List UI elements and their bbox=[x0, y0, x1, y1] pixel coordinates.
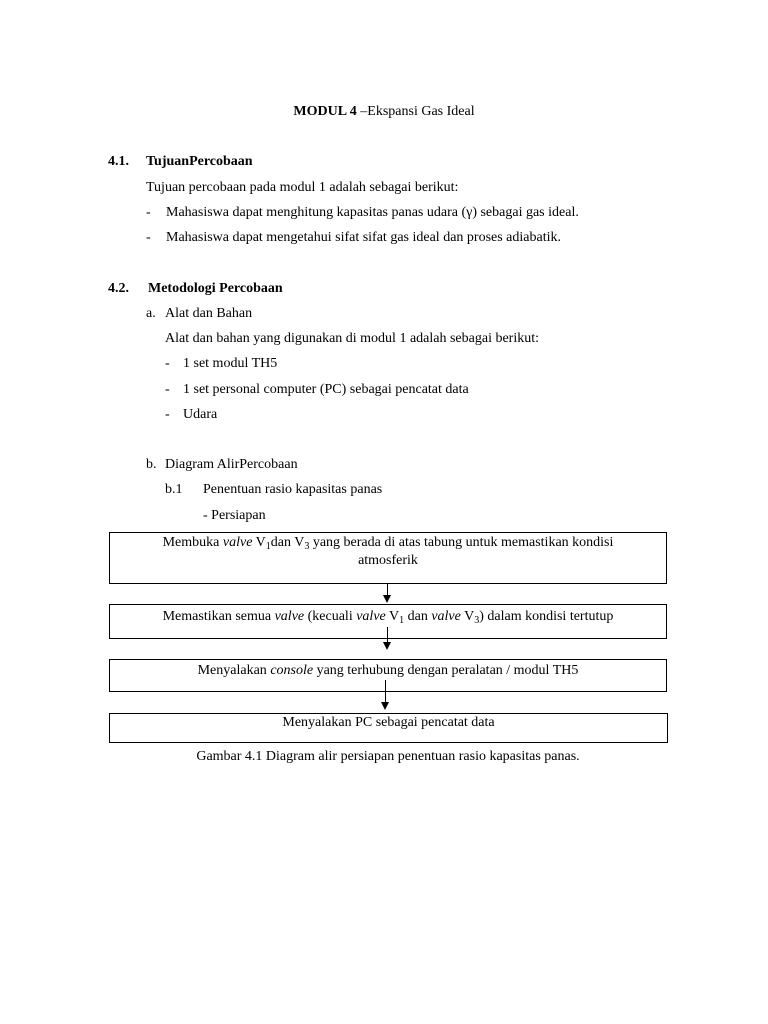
flow-text-italic: valve bbox=[431, 609, 461, 624]
list-item: Mahasiswa dapat menghitung kapasitas panas udara (γ) sebagai gas ideal. bbox=[166, 205, 579, 220]
flow-text: dan bbox=[404, 609, 432, 624]
page-title bbox=[0, 103, 768, 121]
flow-text: Menyalakan bbox=[197, 663, 271, 678]
flow-arrow bbox=[387, 627, 388, 643]
list-bullet: - bbox=[165, 407, 170, 422]
section-heading-4-1: TujuanPercobaan bbox=[146, 154, 253, 169]
list-bullet: - bbox=[146, 230, 151, 245]
list-item: Udara bbox=[183, 407, 218, 422]
flow-subscript: 1 bbox=[265, 541, 271, 552]
title-module: MODUL 4 bbox=[293, 104, 357, 119]
subsection-label-b: b. bbox=[146, 457, 157, 472]
subsection-sub-b1: - Persiapan bbox=[203, 508, 266, 523]
flow-box-line bbox=[110, 534, 666, 552]
list-item: Mahasiswa dapat mengetahui sifat sifat gas ideal dan proses adiabatik. bbox=[166, 230, 561, 245]
flow-text: Menyalakan PC sebagai pencatat data bbox=[282, 715, 495, 730]
subsection-label-a: a. bbox=[146, 306, 156, 321]
list-bullet: - bbox=[165, 382, 170, 397]
figure-caption: Gambar 4.1 Diagram alir persiapan penentuan rasio kapasitas panas. bbox=[196, 749, 580, 764]
subsection-title-b: Diagram AlirPercobaan bbox=[165, 457, 298, 472]
section-number-4-2: 4.2. bbox=[108, 281, 129, 296]
section-intro-4-1: Tujuan percobaan pada modul 1 adalah sebagai berikut: bbox=[146, 180, 459, 195]
flow-text: yang berada di atas tabung untuk memastikan kondisi bbox=[309, 535, 614, 550]
flow-subscript: 3 bbox=[304, 541, 310, 552]
flow-text: Membuka bbox=[162, 535, 223, 550]
title-rest: –Ekspansi Gas Ideal bbox=[356, 104, 475, 119]
section-heading-4-2: Metodologi Percobaan bbox=[148, 281, 283, 296]
flow-text: V bbox=[460, 609, 475, 624]
section-number-4-1: 4.1. bbox=[108, 154, 129, 169]
subsection-intro-a: Alat dan bahan yang digunakan di modul 1 adalah sebagai berikut: bbox=[165, 331, 540, 346]
flow-text-italic: valve bbox=[222, 535, 253, 550]
flow-text: Memastikan semua bbox=[162, 609, 275, 624]
flow-subscript: 1 bbox=[399, 615, 405, 626]
flow-box-pc bbox=[109, 713, 668, 743]
list-bullet: - bbox=[165, 356, 170, 371]
flow-box-line: atmosferik bbox=[358, 553, 418, 568]
subsection-label-b1: b.1 bbox=[165, 482, 183, 497]
flow-text: ) dalam kondisi tertutup bbox=[479, 609, 614, 624]
list-item: 1 set modul TH5 bbox=[183, 356, 278, 371]
flow-box-close-valves bbox=[109, 604, 667, 639]
flow-text-italic: valve bbox=[356, 609, 386, 624]
flow-text: V bbox=[252, 535, 266, 550]
flow-arrow bbox=[387, 584, 388, 596]
subsection-title-b1: Penentuan rasio kapasitas panas bbox=[203, 482, 383, 497]
flow-text: (kecuali bbox=[304, 609, 357, 624]
flow-subscript: 3 bbox=[474, 615, 480, 626]
list-bullet: - bbox=[146, 205, 151, 220]
flow-text: yang terhubung dengan peralatan / modul TH5 bbox=[313, 663, 579, 678]
flow-text-italic: valve bbox=[274, 609, 305, 624]
flow-text: dan V bbox=[270, 535, 305, 550]
list-item: 1 set personal computer (PC) sebagai pencatat data bbox=[183, 382, 469, 397]
flow-box-console bbox=[109, 659, 667, 692]
flow-text: V bbox=[385, 609, 400, 624]
subsection-title-a: Alat dan Bahan bbox=[165, 306, 253, 321]
flow-arrow bbox=[385, 680, 386, 703]
flow-box-open-valves bbox=[109, 532, 667, 584]
flow-text-italic: console bbox=[270, 663, 314, 678]
